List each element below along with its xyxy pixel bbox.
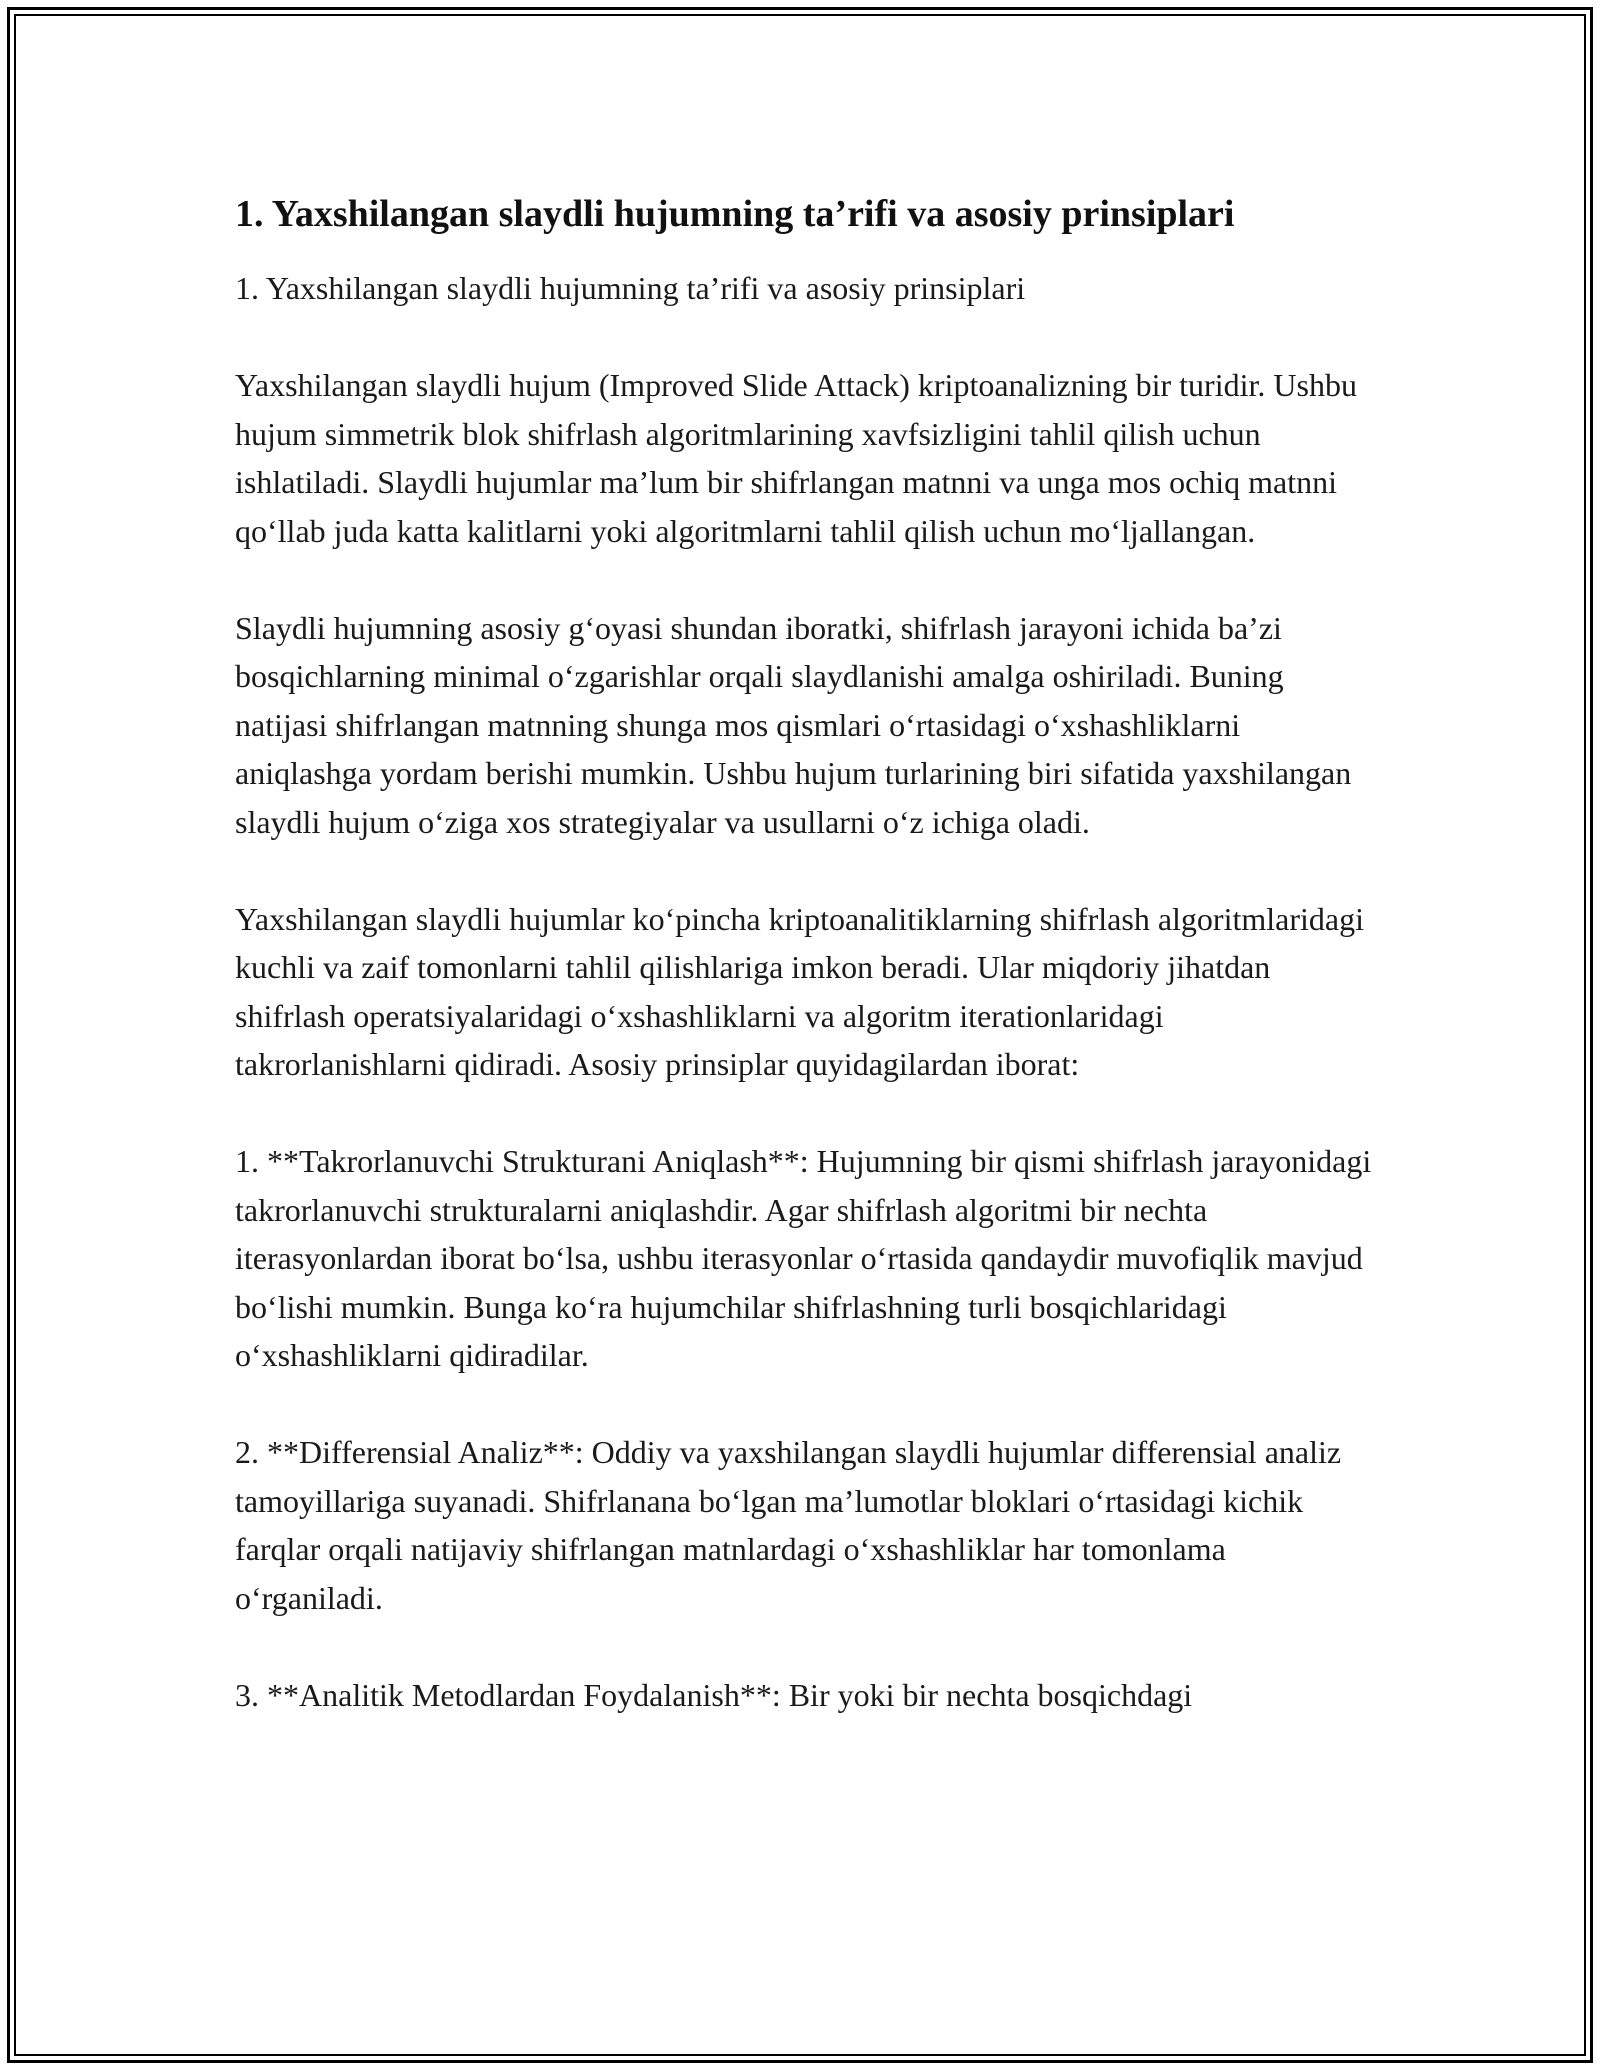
list-item-differential-analysis: 2. **Differensial Analiz**: Oddiy va yaxshilangan slaydli hujumlar differensial analiz tamoyillariga suyanadi. Shifrlanana bo‘lgan ma’lumotlar bloklari o‘rtasidagi kichik farqlar orqali natijaviy shifrlangan matnlardagi o‘xshashliklar har tomonlama o‘rganiladi. [235, 1434, 1342, 1616]
document-heading: 1. Yaxshilangan slaydli hujumning ta’rifi va asosiy prinsiplari [235, 193, 1235, 235]
paragraph-definition: Yaxshilangan slaydli hujum (Improved Slide Attack) kriptoanalizning bir turidir. Ushbu hujum simmetrik blok shifrlash algoritmlarining xavfsizligini tahlil qilish uchun ishlatiladi. Slaydli hujumlar ma’lum bir shifrlangan matnni va unga mos ochiq matnni qo‘llab juda katta kalitlarni yoki algoritmlarni tahlil qilish uchun mo‘ljallangan. [235, 367, 1357, 549]
list-item-analytic-methods: 3. **Analitik Metodlardan Foydalanish**: Bir yoki bir nechta bosqichdagi [235, 1676, 1193, 1713]
paragraph-main-idea: Slaydli hujumning asosiy g‘oyasi shundan iboratki, shifrlash jarayoni ichida ba’zi bosqichlarning minimal o‘zgarishlar orqali slaydlanishi amalga oshiriladi. Buning natijasi shifrlangan matnning shunga mos qismlari o‘rtasidagi o‘xshashliklarni aniqlashga yordam berishi mumkin. Ushbu hujum turlarining biri sifatida yaxshilangan slaydli hujum o‘ziga xos strategiyalar va usullarni o‘z ichiga oladi. [235, 609, 1352, 840]
paragraph-subtitle: 1. Yaxshilangan slaydli hujumning ta’rifi va asosiy prinsiplari [235, 270, 1026, 306]
document-body [235, 188, 1375, 1719]
list-item-repeating-structure: 1. **Takrorlanuvchi Strukturani Aniqlash**: Hujumning bir qismi shifrlash jarayonidagi takrorlanuvchi strukturalarni aniqlashdir. Agar shifrlash algoritmi bir nechta iterasyonlardan iborat bo‘lsa, ushbu iterasyonlar o‘rtasida qandaydir muvofiqlik mavjud bo‘lishi mumkin. Bunga ko‘ra hujumchilar shifrlashning turli bosqichlaridagi o‘xshashliklarni qidiradilar. [235, 1143, 1372, 1373]
paragraph-principles-intro: Yaxshilangan slaydli hujumlar ko‘pincha kriptoanalitiklarning shifrlash algoritmlaridagi kuchli va zaif tomonlarni tahlil qilishlariga imkon beradi. Ular miqdoriy jihatdan shifrlash operatsiyalaridagi o‘xshashliklarni va algoritm iterationlaridagi takrorlanishlarni qidiradi. Asosiy prinsiplar quyidagilardan iborat: [235, 900, 1364, 1082]
